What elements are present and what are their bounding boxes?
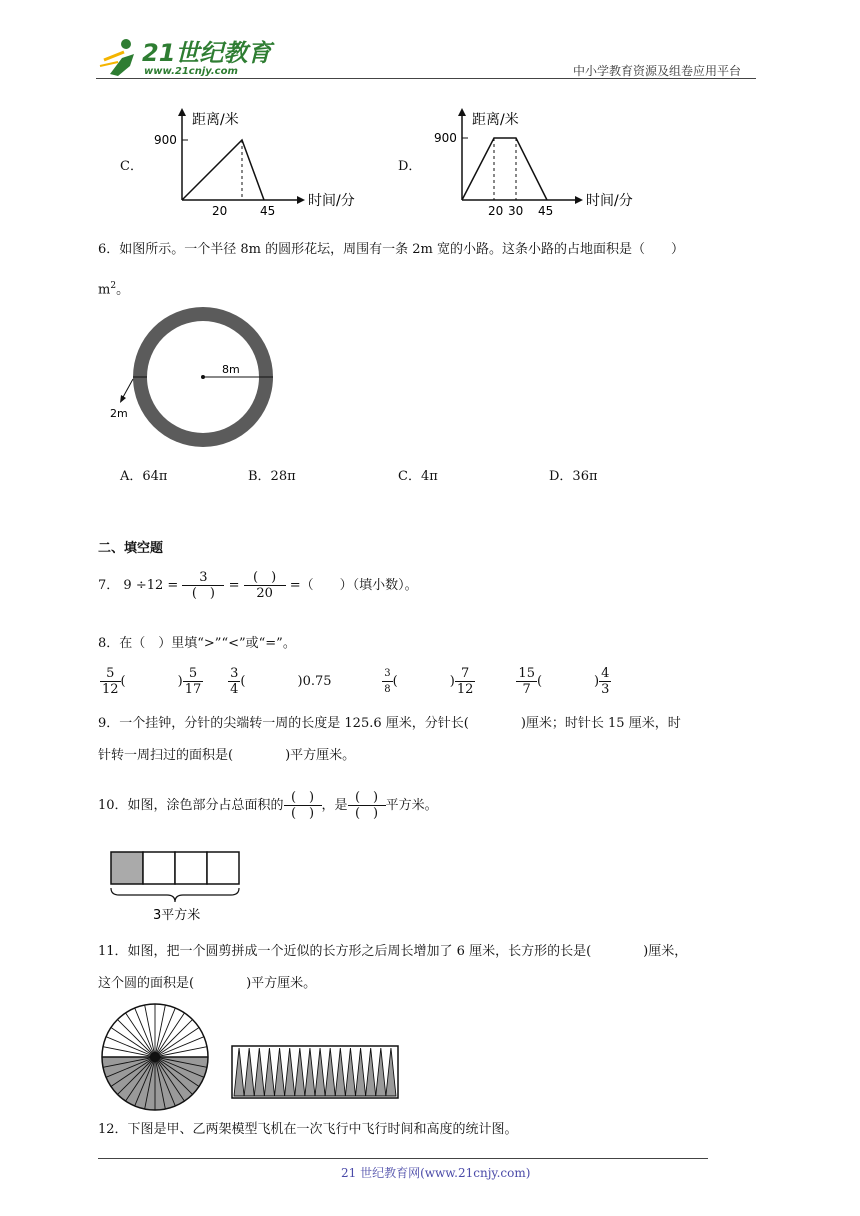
c-xlabel: 时间/分 — [308, 193, 355, 209]
section-title: 二、填空题 — [98, 541, 164, 556]
c-ylabel: 距离/米 — [192, 112, 239, 128]
q6-unit-sup: 2 — [110, 281, 117, 291]
q8-1-a-num: 5 — [106, 666, 115, 681]
q10-figure — [105, 848, 250, 928]
q7-prefix: 7． — [98, 578, 120, 593]
q5-option-d-label: D． — [398, 159, 422, 174]
d-xtick-30: 30 — [508, 204, 524, 218]
q9-line1: 9．一个挂钟，分针的尖端转一周的长度是 125.6 厘米，分针长( )厘米；时针长 15 厘米，时 — [98, 716, 681, 731]
q8-text: 8．在（ ）里填“>”“<”或“=”。 — [98, 636, 296, 651]
d-xlabel: 时间/分 — [586, 193, 633, 209]
d-ylabel: 距离/米 — [472, 112, 519, 128]
q8-4-a-den: 7 — [516, 681, 537, 697]
q6-unit-end: 。 — [116, 282, 130, 298]
q7-tail: =（ ）（填小数）。 — [289, 578, 418, 593]
q6-option-c: C．4π — [398, 469, 438, 484]
q8-4-blank: ( ) — [536, 674, 600, 689]
q7-frac1-den: ( ) — [182, 585, 224, 601]
q8-2-a-den: 4 — [230, 682, 239, 697]
q6-radius-label: 8m — [222, 363, 240, 376]
q6-option-b: B．28π — [248, 469, 296, 484]
q7-frac1 — [182, 570, 224, 601]
q8-3-a-num: 3 — [384, 668, 391, 679]
c-xtick-20: 20 — [212, 204, 228, 218]
footer-rule — [98, 1158, 708, 1159]
q10-frac1-num: ( ) — [290, 790, 315, 805]
q12-text: 12．下图是甲、乙两架模型飞机在一次飞行中飞行时间和高度的统计图。 — [98, 1122, 518, 1137]
q8-2-a-num: 3 — [230, 666, 239, 681]
q8-1-a-den: 12 — [102, 682, 119, 697]
logo-url-text: www.21cnjy.com — [144, 66, 238, 77]
q8-items — [100, 664, 636, 700]
footer-text: 21 世纪教育网(www.21cnjy.com) — [341, 1166, 531, 1180]
q6-text-line1: 6．如图所示。一个半径 8m 的圆形花坛，周围有一条 2m 宽的小路。这条小路的占地面积是（ ） — [98, 242, 684, 257]
q5-option-c-label: C． — [120, 159, 143, 174]
q10-frac2-den: ( ) — [348, 805, 386, 821]
q5-option-c-graph — [150, 105, 370, 220]
q10-tail: 平方米。 — [385, 798, 438, 813]
q9-line2: 针转一周扫过的面积是( )平方厘米。 — [98, 748, 356, 763]
q10-brace-label: 3平方米 — [153, 908, 201, 923]
c-ytick: 900 — [154, 133, 177, 147]
q8-3-a-den: 8 — [382, 681, 392, 697]
q7-frac2-num: ( ) — [253, 570, 277, 585]
q10-line — [98, 786, 438, 826]
q11-line2: 这个圆的面积是( )平方厘米。 — [98, 976, 317, 991]
q8-1-blank: ( ) — [120, 674, 183, 689]
c-xtick-45: 45 — [260, 204, 276, 218]
q8-3-b-num: 7 — [460, 666, 470, 681]
q10-frac1-den: ( ) — [284, 805, 322, 821]
header-right-text: 中小学教育资源及组卷应用平台 — [573, 64, 742, 78]
q6-text-line2 — [98, 276, 129, 300]
q8-item-4 — [516, 664, 636, 700]
q7-line — [98, 568, 418, 604]
q6-option-a: A．64π — [120, 469, 168, 484]
q5-option-d-graph — [430, 105, 650, 220]
q8-2-b-plain: 0.75 — [302, 674, 332, 689]
q8-1-b-den: 17 — [184, 682, 202, 697]
q11-rectangle-figure — [230, 1044, 402, 1102]
q10-frac2-num: ( ) — [354, 790, 379, 805]
q8-item-3 — [382, 664, 512, 700]
q10-mid: ，是 — [321, 798, 348, 813]
q8-item-2 — [228, 664, 378, 700]
q8-4-a-num: 15 — [518, 666, 535, 681]
q7-frac2-den: 20 — [244, 585, 286, 601]
logo-main-text: 21世纪教育 — [142, 39, 272, 67]
q8-4-b-den: 3 — [601, 682, 610, 697]
q8-1-b-num: 5 — [188, 666, 198, 681]
d-xtick-45: 45 — [538, 204, 554, 218]
q6-ring-figure — [100, 305, 290, 455]
q11-line1: 11．如图，把一个圆剪拼成一个近似的长方形之后周长增加了 6 厘米，长方形的长是( )厘米， — [98, 944, 688, 959]
d-xtick-20: 20 — [488, 204, 504, 218]
q7-frac2 — [244, 570, 286, 601]
q11-circle-figure — [100, 1002, 212, 1114]
q7-eq: = — [228, 578, 240, 593]
q10-prefix: 10．如图，涂色部分占总面积的 — [98, 798, 284, 813]
q6-width-label: 2m — [110, 407, 128, 420]
q6-unit: m — [98, 282, 111, 298]
q7-expr: 9 ÷12 = — [123, 578, 179, 593]
q8-4-b-num: 4 — [601, 666, 610, 681]
q6-option-d: D．36π — [549, 469, 598, 484]
q8-3-blank: ( ) — [392, 674, 455, 689]
header-rule — [96, 78, 756, 79]
q8-3-b-den: 12 — [456, 682, 474, 697]
q8-item-1 — [100, 664, 224, 700]
q8-2-blank: ( ) — [240, 674, 303, 689]
d-ytick: 900 — [434, 131, 457, 145]
q7-frac1-num: 3 — [199, 570, 208, 585]
